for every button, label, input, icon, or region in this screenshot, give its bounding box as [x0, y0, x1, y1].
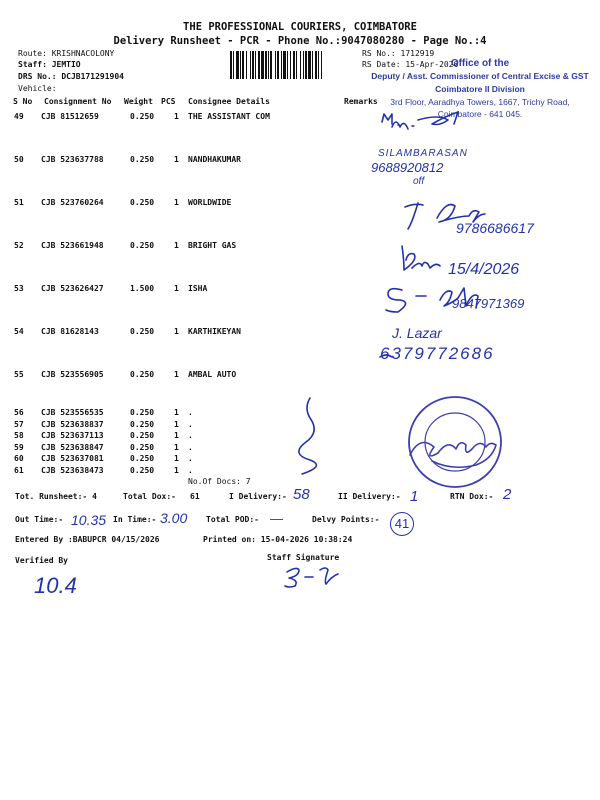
no-of-docs: No.Of Docs: 7 — [188, 477, 251, 486]
signature-r49-prefix — [382, 114, 399, 125]
row-consignment-no: CJB 523637081 — [41, 454, 104, 464]
hw-r54-name: J. Lazar — [392, 325, 442, 341]
row-sno: 50 — [14, 155, 24, 164]
stamp-line4: 3rd Floor, Aaradhya Towers, 1667, Trichy Road, — [390, 97, 570, 107]
hw-r51-phone: 9786686617 — [456, 220, 534, 236]
row-sno: 49 — [14, 112, 24, 121]
row-consignment-no: CJB 523637113 — [41, 431, 104, 441]
rtn-dox-label: RTN Dox:- — [450, 492, 494, 501]
row-consignment-no: CJB 81628143 — [41, 327, 99, 336]
row-weight: 0.250 — [130, 327, 155, 336]
stamp-line3: Coimbatore II Division — [435, 84, 525, 94]
row-consignee: AMBAL AUTO — [188, 370, 237, 379]
hw-r50-name: SILAMBARASAN — [378, 148, 468, 159]
row-consignee: NANDHAKUMAR — [188, 155, 241, 164]
tot-runsheet: Tot. Runsheet:- 4 — [15, 492, 97, 501]
row-pcs: 1 — [174, 284, 179, 293]
row-consignee: . — [188, 454, 193, 464]
hw-r50-phone: 9688920812 — [371, 160, 444, 175]
vehicle-label: Vehicle: — [18, 84, 57, 93]
out-time-label: Out Time:- — [15, 515, 64, 524]
signature-r52 — [402, 246, 440, 270]
row-sno: 61 — [14, 466, 24, 475]
col-pcs: PCS — [161, 97, 176, 106]
row-weight: 0.250 — [130, 241, 155, 250]
i-delivery-handwritten: 58 — [293, 486, 310, 503]
hw-r53-phone: 9847971369 — [452, 296, 525, 311]
row-consignment-no: CJB 523556535 — [41, 408, 104, 417]
row-pcs: 1 — [174, 198, 179, 207]
col-consignee: Consignee Details — [188, 97, 270, 106]
row-consignment-no: CJB 523638473 — [41, 466, 104, 475]
row-weight: 1.500 — [130, 284, 155, 293]
row-weight: 0.250 — [130, 198, 155, 207]
row-sno: 53 — [14, 284, 24, 293]
staff-label: Staff: JEMTIO — [18, 60, 81, 69]
row-weight: 0.250 — [130, 408, 155, 417]
signature-r49 — [392, 112, 458, 129]
signature-r51 — [405, 203, 485, 229]
row-pcs: 1 — [174, 466, 179, 475]
row-weight: 0.250 — [130, 370, 155, 379]
row-sno: 59 — [14, 442, 24, 452]
hw-r54-phone: 6379772686 — [380, 344, 495, 363]
row-pcs: 1 — [174, 454, 179, 464]
rtn-dox-handwritten: 2 — [503, 486, 512, 503]
col-remarks: Remarks — [344, 97, 378, 106]
route-label: Route: KRISHNACOLONY — [18, 49, 115, 58]
row-sno: 52 — [14, 241, 24, 250]
row-pcs: 1 — [174, 442, 179, 452]
row-weight: 0.250 — [130, 419, 155, 429]
row-pcs: 1 — [174, 370, 179, 379]
row-sno: 54 — [14, 327, 24, 336]
row-consignee: KARTHIKEYAN — [188, 327, 241, 336]
row-sno: 60 — [14, 454, 24, 464]
row-sno: 58 — [14, 431, 24, 441]
row-consignee: . — [188, 442, 193, 452]
row-pcs: 1 — [174, 112, 179, 121]
signature-r53 — [386, 288, 478, 312]
hw-r50-note: off — [413, 176, 425, 187]
row-consignee: WORLDWIDE — [188, 198, 232, 207]
signature-r54-stroke — [380, 355, 392, 357]
total-pod-label: Total POD:- — [206, 515, 259, 524]
i-delivery-label: I Delivery:- — [229, 492, 287, 501]
drs-label: DRS No.: DCJB171291904 — [18, 72, 124, 81]
strike-line — [299, 398, 317, 474]
total-dox-label: Total Dox:- — [123, 492, 176, 501]
row-pcs: 1 — [174, 155, 179, 164]
out-time-handwritten: 10.35 — [71, 512, 107, 528]
row-weight: 0.250 — [130, 442, 155, 452]
col-consignment: Consignment No — [44, 97, 112, 106]
row-consignee: BRIGHT GAS — [188, 241, 237, 250]
row-sno: 57 — [14, 419, 24, 429]
row-consignee: ISHA — [188, 284, 208, 293]
row-pcs: 1 — [174, 241, 179, 250]
row-sno: 51 — [14, 198, 24, 207]
staff-signature-stroke — [285, 568, 338, 587]
row-consignment-no: CJB 523556905 — [41, 370, 104, 379]
in-time-handwritten: 3.00 — [160, 510, 188, 526]
row-sno: 56 — [14, 408, 24, 417]
total-pod-handwritten: — — [270, 511, 283, 526]
ii-delivery-handwritten: 1 — [410, 488, 419, 505]
rs-number: RS No.: 1712919 — [362, 49, 435, 58]
verified-by-label: Verified By — [15, 556, 68, 565]
row-weight: 0.250 — [130, 155, 155, 164]
row-consignment-no: CJB 523760264 — [41, 198, 104, 207]
entered-by: Entered By :BABUPCR 04/15/2026 — [15, 535, 160, 544]
col-sno: S No — [13, 97, 33, 106]
row-consignee: . — [188, 431, 193, 441]
company-title: THE PROFESSIONAL COURIERS, COIMBATORE — [183, 21, 417, 33]
row-consignee: . — [188, 419, 193, 429]
delvy-points-handwritten: 41 — [390, 512, 414, 536]
row-weight: 0.250 — [130, 112, 155, 121]
row-consignment-no: CJB 523626427 — [41, 284, 104, 293]
row-sno: 55 — [14, 370, 24, 379]
col-weight: Weight — [124, 97, 153, 106]
hw-r52-date: 15/4/2026 — [448, 261, 520, 278]
row-pcs: 1 — [174, 431, 179, 441]
row-pcs: 1 — [174, 419, 179, 429]
row-weight: 0.250 — [130, 454, 155, 464]
row-consignment-no: CJB 81512659 — [41, 112, 99, 121]
row-consignment-no: CJB 523637788 — [41, 155, 104, 164]
total-dox-value: 61 — [190, 492, 200, 501]
staff-signature-label: Staff Signature — [267, 553, 340, 562]
row-consignee: THE ASSISTANT COM — [188, 112, 270, 121]
stamp-line5: Coimbatore - 641 045. — [437, 109, 523, 119]
delvy-points-label: Delvy Points:- — [312, 515, 380, 524]
printed-on: Printed on: 15-04-2026 10:38:24 — [203, 535, 353, 544]
rs-date: RS Date: 15-Apr-2026 — [362, 60, 459, 69]
runsheet-subtitle: Delivery Runsheet - PCR - Phone No.:9047080280 - Page No.:4 — [113, 35, 487, 47]
row-consignment-no: CJB 523638837 — [41, 419, 104, 429]
verified-handwritten: 10.4 — [34, 573, 77, 598]
stamp-line2: Deputy / Asst. Commissioner of Central Excise & GST — [371, 71, 589, 81]
row-pcs: 1 — [174, 408, 179, 417]
row-weight: 0.250 — [130, 466, 155, 475]
row-consignment-no: CJB 523661948 — [41, 241, 104, 250]
row-pcs: 1 — [174, 327, 179, 336]
round-stamp-signature — [410, 443, 496, 468]
row-consignee: . — [188, 466, 193, 475]
row-weight: 0.250 — [130, 431, 155, 441]
ii-delivery-label: II Delivery:- — [338, 492, 401, 501]
in-time-label: In Time:- — [113, 515, 157, 524]
stamp-line1: Office of the — [450, 58, 510, 69]
row-consignment-no: CJB 523638847 — [41, 442, 104, 452]
row-consignee: . — [188, 408, 193, 417]
